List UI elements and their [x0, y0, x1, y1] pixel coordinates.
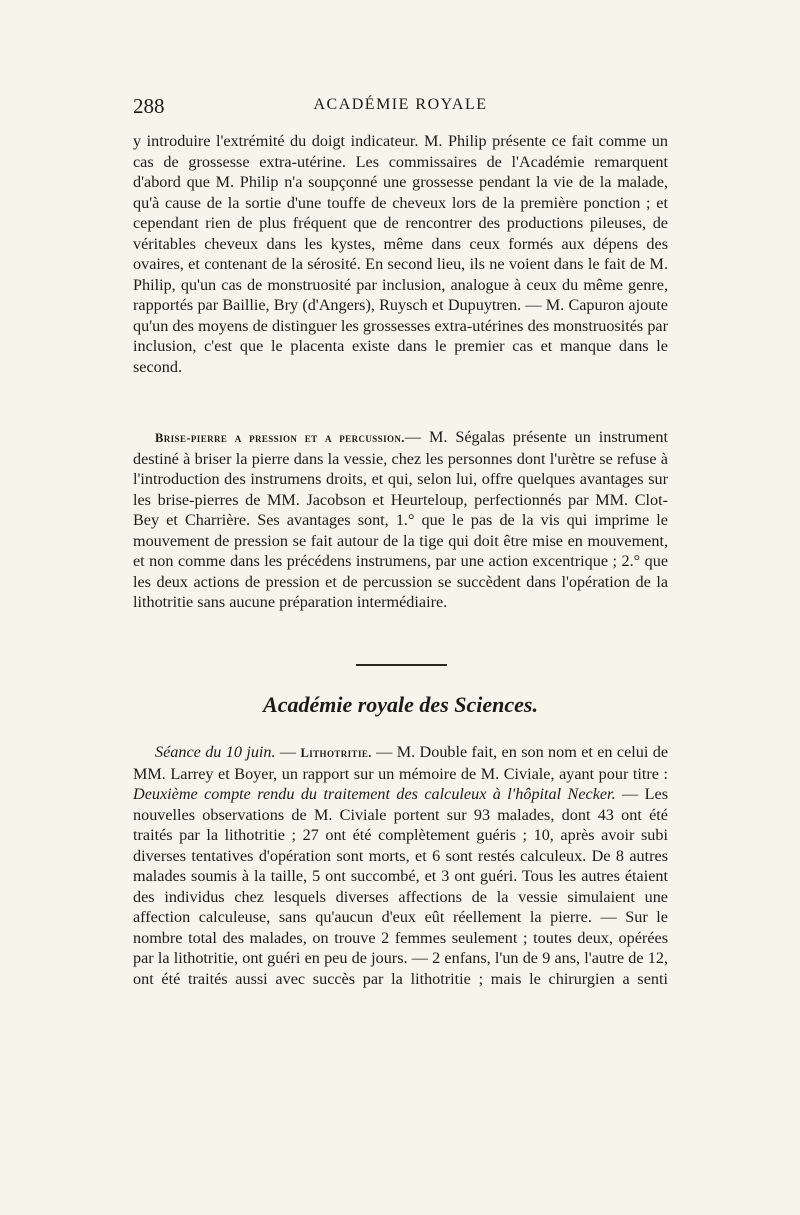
- section-title: Académie royale des Sciences.: [263, 692, 538, 717]
- section-divider: [356, 664, 447, 666]
- paragraph-brise-pierre: [133, 427, 668, 613]
- paragraph-philip-report: [133, 131, 668, 378]
- page-number: 288: [133, 94, 165, 118]
- memoir-title: Deuxième compte rendu du traitement des calculeux à l'hôpital Necker.: [133, 785, 616, 804]
- separator-dash: —: [275, 743, 301, 761]
- paragraph-lithotritie: [133, 742, 668, 990]
- running-title: ACADÉMIE ROYALE: [313, 96, 488, 113]
- paragraph-text-intro: — M. Double fait, en son nom et en celui de MM. Larrey et Boyer, un rapport sur un mémoire de M. Civiale, ayant pour titre :: [133, 743, 669, 783]
- paragraph-text: y introduire l'extrémité du doigt indicateur. M. Philip présente ce fait comme un cas de grossesse extra-utérine. Les commissaires de l'Académie remarquent d'abord que M. Philip n'a soupçonné une grossesse pendant la vie de la malade, qu'à cause de la sortie d'une touffe de cheveux lors de la première ponction ; et cependant rien de plus fréquent que de rencontrer des productions pileuses, de véritables cheveux dans les kystes, même dans ceux formés aux dépens des ovaires, et contenant de la sérosité. En second lieu, ils ne voient dans le fait de M. Philip, qu'un cas de monstruosité par inclusion, analogue à ceux du même genre, rapportés par Baillie, Bry (d'Angers), Ruysch et Dupuytren. — M. Capuron ajoute qu'un des moyens de distinguer les grossesses extra-utérines des monstruosités par inclusion, c'est que le placenta existe dans le premier cas et manque dans le second.: [133, 132, 668, 377]
- paragraph-heading: Lithotritie.: [300, 746, 372, 760]
- paragraph-text: — M. Ségalas présente un instrument destiné à briser la pierre dans la vessie, chez les personnes dont l'urètre se refuse à l'introduction des instrumens droits, et qui, selon lui, offre quelques avantages sur les brise-pierres de MM. Jacobson et Heurteloup, perfectionnés par MM. Clot-Bey et Charrière. Ses avantages sont, 1.° que le pas de la vis qui imprime le mouvement de pression se fait autour de la tige qui doit être mise en mouvement, et non comme dans les précédens instrumens, par une action excentrique ; 2.° que les deux actions de pression et de percussion se succèdent dans l'opération de la lithotritie sans aucune préparation intermédiaire.: [133, 428, 668, 612]
- paragraph-text: — Les nouvelles observations de M. Civiale portent sur 93 malades, dont 43 ont été traités par la lithotritie ; 27 ont été complètement guéris ; 10, après avoir subi diverses tentatives d'opération sont morts, et 6 sont restés calculeux. De 8 autres malades soumis à la taille, 5 ont succombé, et 3 ont guéri. Tous les autres étaient des individus chez lesquels diverses affections de la vessie simulaient une affection calculeuse, sans qu'aucun d'eux eût réellement la pierre. — Sur le nombre total des malades, on trouve 2 femmes seulement ; toutes deux, opérées par la lithotritie, ont guéri en peu de jours. — 2 enfans, l'un de 9 ans, l'autre de 12, ont été traités aussi avec succès par la lithotritie ; mais le chirurgien a senti: [133, 785, 669, 989]
- page-header: [133, 94, 668, 120]
- session-date: Séance du 10 juin.: [155, 743, 276, 761]
- paragraph-heading: Brise-pierre a pression et a percussion.: [155, 431, 405, 445]
